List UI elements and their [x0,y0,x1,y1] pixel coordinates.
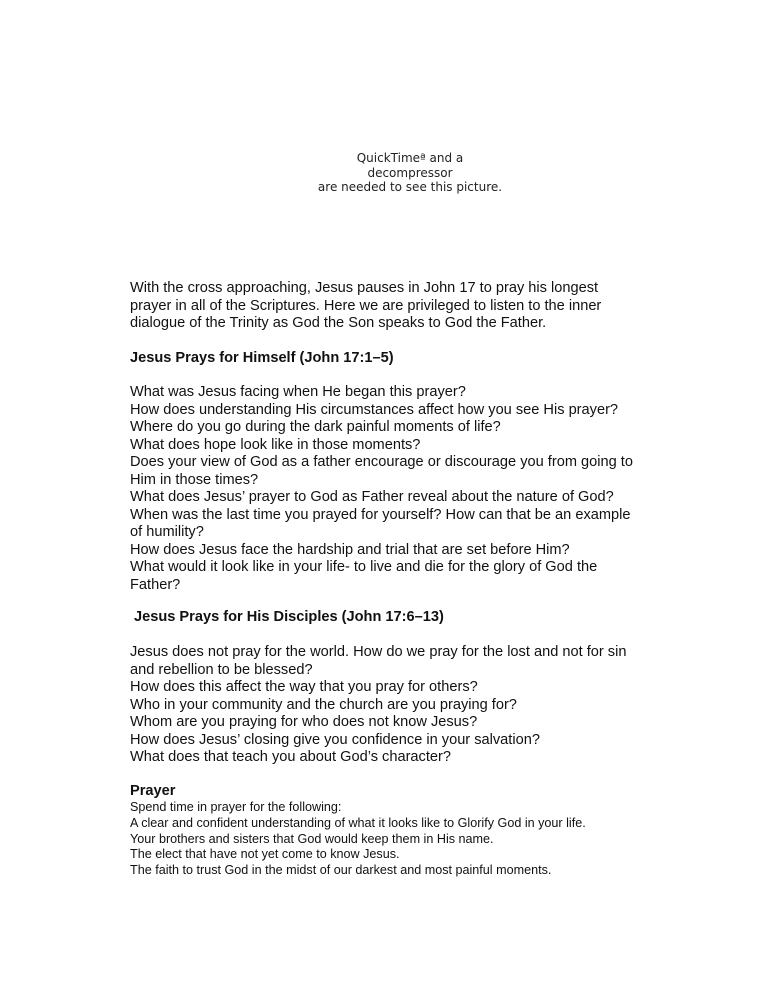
section-heading-disciples: Jesus Prays for His Disciples (John 17:6–13) [134,609,444,625]
question-line: Him in those times? [130,471,259,488]
prayer-line: Your brothers and sisters that God would keep them in His name. [130,831,494,846]
prayer-line: The faith to trust God in the midst of our darkest and most painful moments. [130,863,552,878]
intro-line: prayer in all of the Scriptures. Here we are privileged to listen to the inner [130,297,602,314]
prayer-heading: Prayer [130,783,176,799]
question-line: and rebellion to be blessed? [130,661,313,678]
prayer-line: A clear and confident understanding of what it looks like to Glorify God in your life. [130,815,586,830]
prayer-line: Spend time in prayer for the following: [130,800,342,814]
placeholder-line: QuickTimeª and a [356,151,464,165]
question-line: Jesus does not pray for the world. How do we pray for the lost and not for sin [130,644,627,660]
question-line: Does your view of God as a father encourage or discourage you from going to [130,454,633,470]
question-line: How does understanding His circumstances affect how you see His prayer? [130,401,619,418]
question-line: of humility? [130,524,204,540]
question-line: What does Jesus’ prayer to God as Father reveal about the nature of God? [130,489,614,505]
question-line: What does that teach you about God’s character? [130,749,451,765]
question-line: How does this affect the way that you pray for others? [130,679,478,695]
question-line: What would it look like in your life- to live and die for the glory of God the [130,559,598,575]
placeholder-line: decompressor [367,165,453,180]
intro-paragraph [130,280,730,333]
section-heading-himself: Jesus Prays for Himself (John 17:1–5) [130,350,394,366]
question-line: Whom are you praying for who does not know Jesus? [130,714,478,730]
prayer-line: The elect that have not yet come to know Jesus. [130,847,400,862]
question-line: How does Jesus’ closing give you confidence in your salvation? [130,731,540,748]
section-questions-disciples [130,644,730,767]
question-line: What does hope look like in those moments? [130,436,421,453]
question-line: Father? [130,576,181,593]
section-questions-himself [130,384,730,594]
intro-line: With the cross approaching, Jesus pauses in John 17 to pray his longest [130,280,599,296]
question-line: Who in your community and the church are you praying for? [130,696,517,713]
question-line: When was the last time you prayed for yourself? How can that be an example [130,506,631,523]
missing-picture-placeholder [260,151,560,195]
question-line: How does Jesus face the hardship and trial that are set before Him? [130,541,570,558]
intro-line: dialogue of the Trinity as God the Son speaks to God the Father. [130,315,547,331]
question-line: What was Jesus facing when He began this prayer? [130,384,466,400]
prayer-list [130,800,586,879]
placeholder-line: are needed to see this picture. [317,180,503,194]
question-line: Where do you go during the dark painful moments of life? [130,419,501,435]
